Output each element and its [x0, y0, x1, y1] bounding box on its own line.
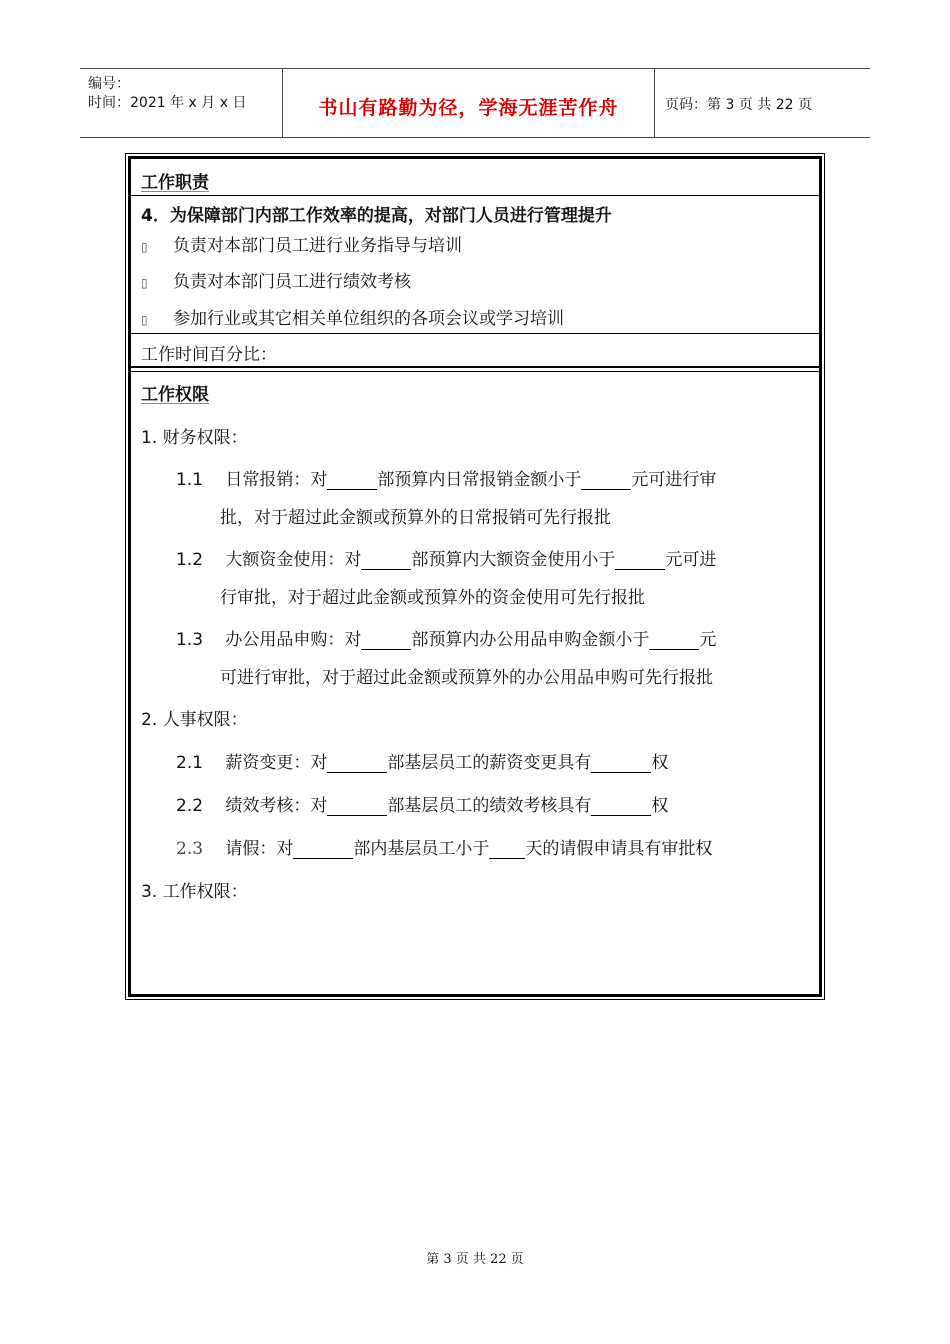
item-number: 2.2	[176, 796, 204, 816]
finance-item-1-1	[176, 465, 716, 490]
item-text: 元可进	[665, 550, 717, 570]
fill-blank[interactable]	[615, 551, 665, 570]
item-text: 权	[651, 753, 669, 773]
item-text: 部内基层员工小于	[353, 839, 490, 859]
divider	[131, 195, 819, 196]
fill-blank[interactable]	[327, 754, 387, 773]
fill-blank[interactable]	[361, 631, 411, 650]
item-text: 部基层员工的绩效考核具有	[387, 796, 592, 816]
double-divider	[131, 366, 819, 372]
page-footer: 第 3 页 共 22 页	[426, 1252, 524, 1267]
item-text: 请假：对	[225, 839, 294, 859]
hr-title: 2. 人事权限：	[141, 710, 248, 730]
item-text: 权	[651, 796, 669, 816]
item-text: 元可进行审	[631, 470, 717, 490]
bullet-icon: ▯	[141, 276, 148, 290]
fill-blank[interactable]	[649, 631, 699, 650]
page-info: 页码：第 3 页 共 22 页	[665, 97, 812, 113]
duty-bullet-text: 负责对本部门员工进行业务指导与培训	[173, 236, 463, 256]
item-number: 1.3	[176, 630, 204, 650]
item-text: 部预算内办公用品申购金额小于	[411, 630, 650, 650]
finance-title: 1. 财务权限：	[141, 428, 248, 448]
item-number: 2.1	[176, 753, 204, 773]
hr-item-2-1	[176, 748, 668, 773]
item-number: 2.3	[176, 839, 204, 859]
fill-blank[interactable]	[489, 840, 525, 859]
item-text: 元	[699, 630, 717, 650]
duty-bullet	[141, 304, 564, 329]
fill-blank[interactable]	[581, 471, 631, 490]
finance-item-1-3	[176, 625, 716, 650]
item-text: 天的请假申请具有审批权	[525, 839, 713, 859]
bullet-icon: ▯	[141, 240, 148, 254]
item-text: 薪资变更：对	[225, 753, 328, 773]
header-page-cell	[655, 69, 870, 137]
fill-blank[interactable]	[327, 797, 387, 816]
duty-item-title: 4．为保障部门内部工作效率的提高，对部门人员进行管理提升	[141, 206, 612, 226]
fill-blank[interactable]	[591, 754, 651, 773]
number-label: 编号：	[88, 76, 130, 92]
duties-heading: 工作职责	[141, 173, 209, 193]
document-header	[80, 68, 870, 138]
item-text: 部预算内大额资金使用小于	[411, 550, 616, 570]
finance-item-1-3-cont: 可进行审批，对于超过此金额或预算外的办公用品申购可先行报批	[220, 668, 713, 688]
time-percent-label: 工作时间百分比：	[141, 345, 277, 365]
fill-blank[interactable]	[361, 551, 411, 570]
fill-blank[interactable]	[327, 471, 377, 490]
item-number: 1.1	[176, 470, 204, 490]
duty-bullet-text: 参加行业或其它相关单位组织的各项会议或学习培训	[173, 309, 565, 329]
hr-item-2-3	[176, 834, 712, 859]
header-meta-cell	[80, 69, 282, 137]
duty-bullet	[141, 231, 462, 256]
authority-heading: 工作权限	[141, 385, 209, 405]
fill-blank[interactable]	[293, 840, 353, 859]
fill-blank[interactable]	[591, 797, 651, 816]
finance-item-1-2-cont: 行审批，对于超过此金额或预算外的资金使用可先行报批	[220, 588, 645, 608]
finance-item-1-1-cont: 批，对于超过此金额或预算外的日常报销可先行报批	[220, 508, 611, 528]
item-text: 部预算内日常报销金额小于	[377, 470, 582, 490]
work-title: 3. 工作权限：	[141, 882, 248, 902]
finance-item-1-2	[176, 545, 716, 570]
item-text: 办公用品申购：对	[225, 630, 362, 650]
duty-bullet-text: 负责对本部门员工进行绩效考核	[173, 272, 412, 292]
motto: 书山有路勤为径，学海无涯苦作舟	[318, 97, 619, 119]
job-description-table	[128, 156, 822, 997]
header-motto-cell	[282, 69, 655, 137]
item-text: 大额资金使用：对	[225, 550, 362, 570]
divider	[131, 333, 819, 334]
time-label: 时间：2021 年 x 月 x 日	[88, 95, 247, 111]
item-number: 1.2	[176, 550, 204, 570]
item-text: 部基层员工的薪资变更具有	[387, 753, 592, 773]
hr-item-2-2	[176, 791, 668, 816]
item-text: 日常报销：对	[225, 470, 328, 490]
item-text: 绩效考核：对	[225, 796, 328, 816]
duty-bullet	[141, 267, 411, 292]
bullet-icon: ▯	[141, 313, 148, 327]
